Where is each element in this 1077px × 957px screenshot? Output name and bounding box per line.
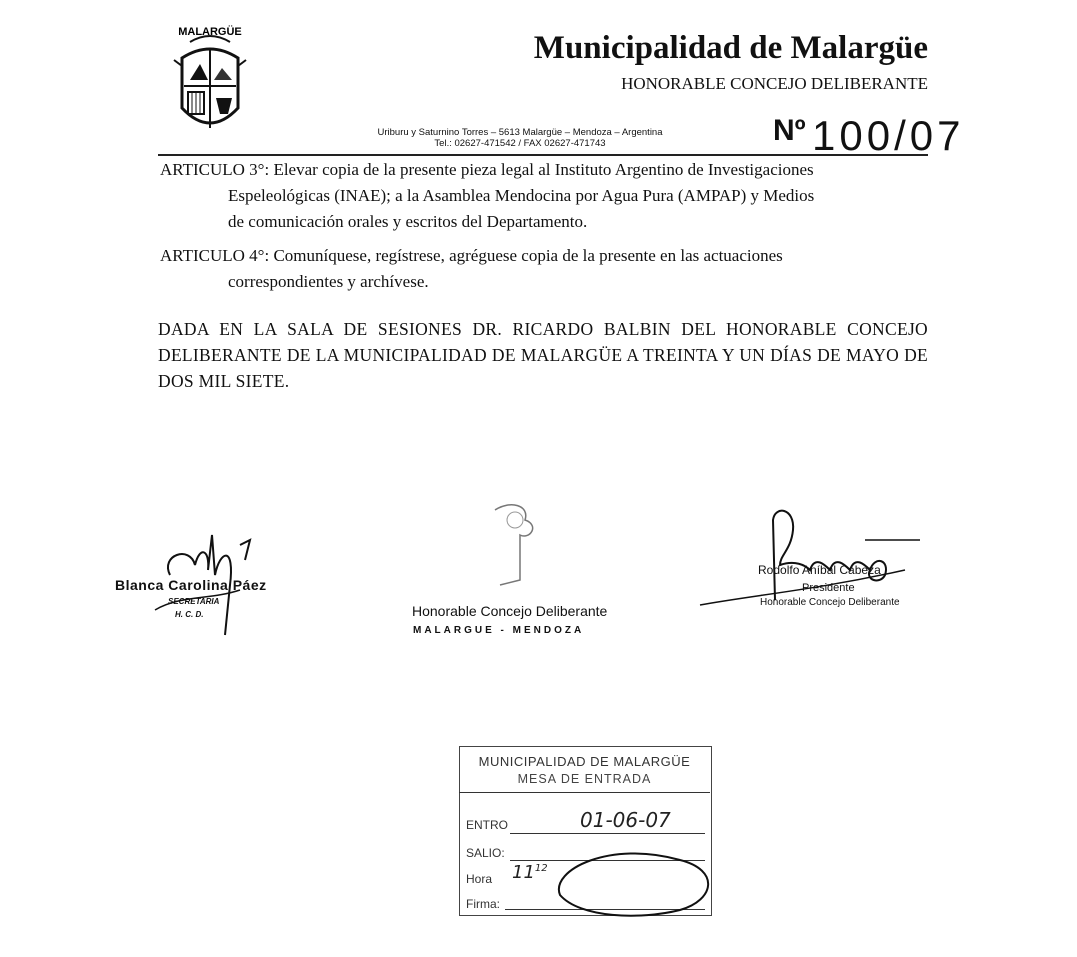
stamp-hour-value: 11 — [512, 862, 535, 883]
ordinance-number: 100/07 — [812, 112, 965, 159]
council-city: MALARGUE - MENDOZA — [413, 625, 585, 636]
stamp-exit-label: SALIO: — [466, 846, 505, 860]
coat-of-arms-icon — [160, 20, 260, 142]
stamp-entry-date: 01-06-07 — [580, 808, 671, 832]
president-name: Rodolfo Aníbal Cabeza — [758, 563, 881, 577]
stamp-hour — [512, 862, 548, 883]
page-title: Municipalidad de Malargüe — [533, 30, 928, 66]
article-4-label: ARTICULO 4°: — [160, 246, 270, 265]
seal-text: MALARGÜE — [178, 26, 242, 38]
stamp-header: MUNICIPALIDAD DE MALARGÜE — [478, 754, 691, 769]
phone-line: Tel.: 02627-471542 / FAX 02627-471743 — [434, 138, 606, 149]
municipal-seal — [160, 20, 260, 142]
secretary-org: H. C. D. — [175, 610, 204, 619]
page-subtitle: HONORABLE CONCEJO DELIBERANTE — [621, 74, 928, 93]
president-role: Presidente — [802, 582, 855, 594]
closing-paragraph: DADA EN LA SALA DE SESIONES DR. RICARDO BALBIN DEL HONORABLE CONCEJO DELIBERANTE DE LA MUNICIPALIDAD DE MALARGÜE A TREINTA Y UN DÍAS DE MAYO DE DOS MIL SIETE. — [158, 319, 928, 391]
stamp-entry-label: ENTRO — [466, 818, 508, 832]
stamp-entry-line — [510, 833, 705, 834]
stamp-hour-label: Hora — [466, 872, 493, 886]
article-4-line: Comuníquese, regístrese, agréguese copia de la presente en las actuaciones — [273, 246, 783, 265]
stamp-divider — [459, 792, 710, 793]
article-4-line: correspondientes y archívese. — [228, 272, 429, 291]
article-3-line: Espeleológicas (INAE); a la Asamblea Mendocina por Agua Pura (AMPAP) y Medios — [228, 186, 815, 205]
council-name: Honorable Concejo Deliberante — [412, 603, 608, 619]
address-line: Uriburu y Saturnino Torres – 5613 Malargüe – Mendoza – Argentina — [377, 127, 663, 138]
article-3-line: Elevar copia de la presente pieza legal al Instituto Argentino de Investigaciones — [273, 160, 814, 179]
header-divider — [158, 154, 928, 156]
number-label: Nº — [773, 114, 806, 147]
stamp-signature-icon — [550, 840, 720, 920]
article-3 — [160, 157, 926, 235]
secretary-name: Blanca Carolina Páez — [115, 577, 267, 593]
stamp-hour-sup: 12 — [534, 863, 548, 874]
article-3-label: ARTICULO 3°: — [160, 160, 270, 179]
secretary-role: SECRETARIA — [168, 597, 220, 606]
article-4 — [160, 243, 926, 295]
council-seal-icon — [470, 500, 560, 600]
stamp-subheader: MESA DE ENTRADA — [517, 772, 652, 786]
article-3-line: de comunicación orales y escritos del Departamento. — [228, 212, 588, 231]
president-org: Honorable Concejo Deliberante — [760, 597, 900, 608]
stamp-sign-label: Firma: — [466, 897, 500, 911]
address-block — [300, 127, 740, 149]
